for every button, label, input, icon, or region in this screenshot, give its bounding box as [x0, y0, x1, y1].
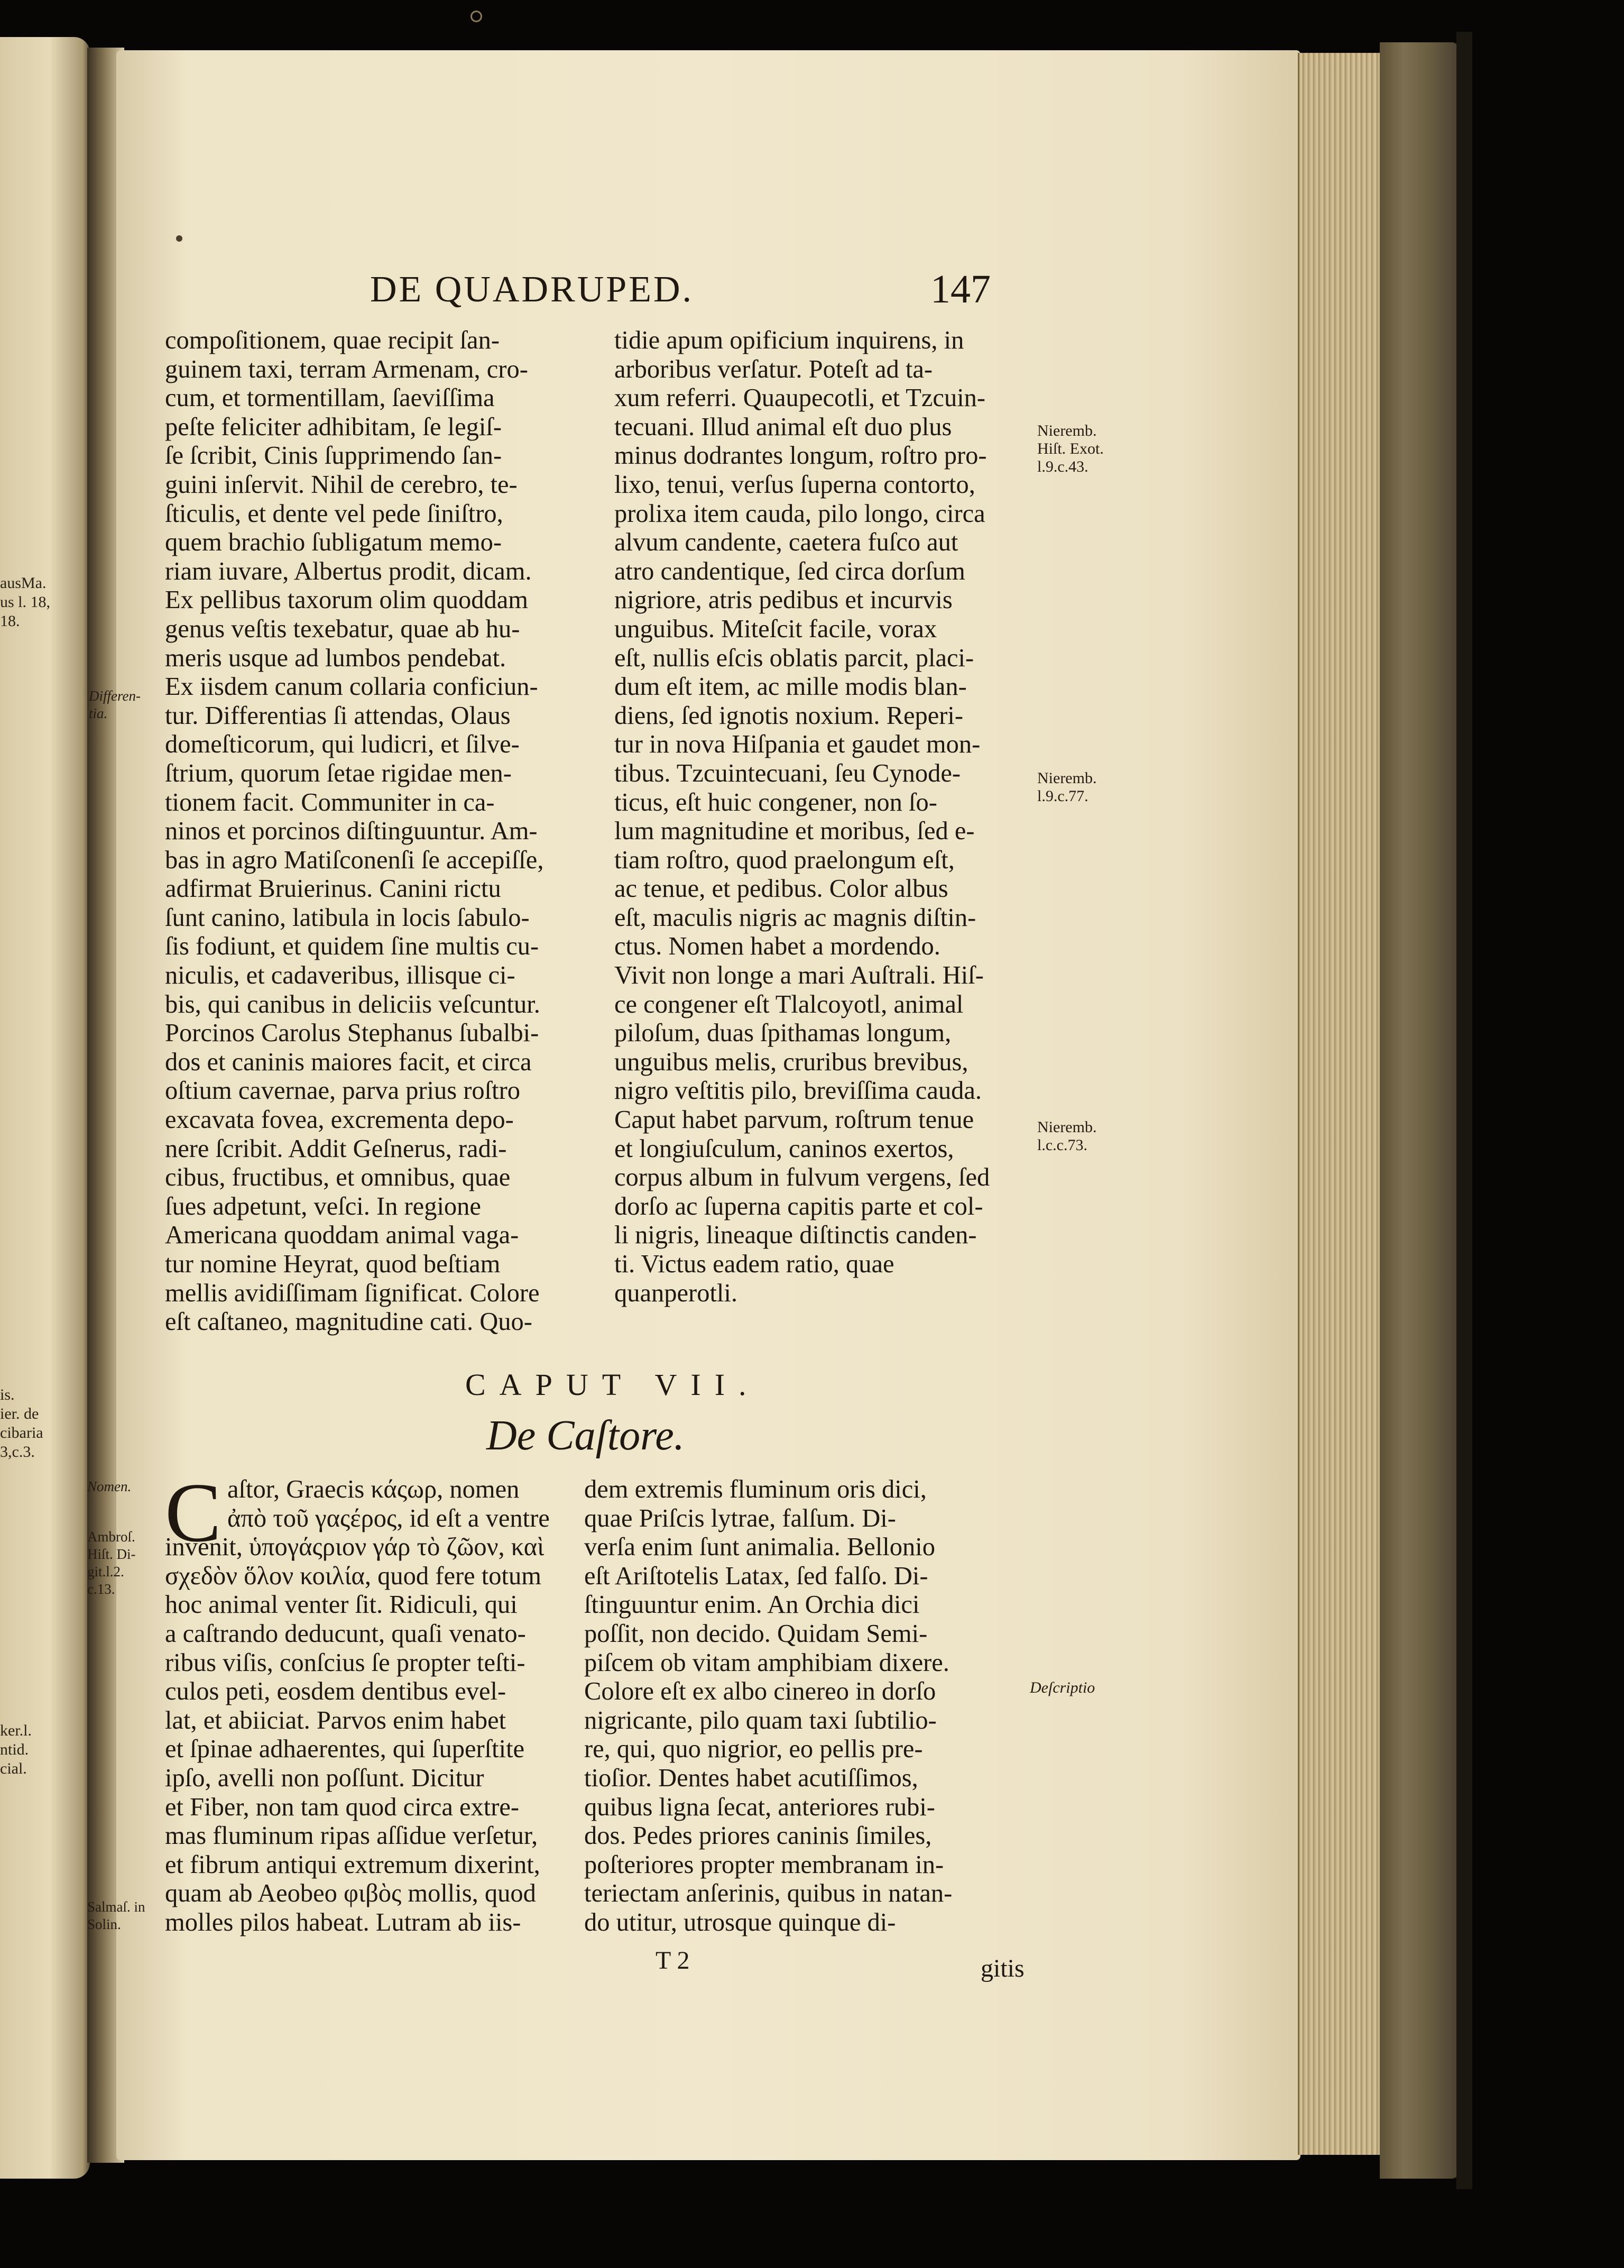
running-head: DE QUADRUPED.	[370, 269, 694, 310]
text-line: re, qui, quo nigrior, eo pellis pre-	[584, 1735, 923, 1764]
text-line: piſcem ob vitam amphibiam dixere.	[584, 1648, 949, 1677]
text-line: ſues adpetunt, veſci. In regione	[165, 1192, 481, 1220]
text-line: riam iuvare, Albertus prodit, dicam.	[165, 557, 532, 585]
text-line: tioſior. Dentes habet acutiſſimos,	[584, 1764, 918, 1792]
text-line: quibus ligna ſecat, anteriores rubi-	[584, 1793, 935, 1821]
text-line: nigro veſtitis pilo, breviſſima cauda.	[614, 1077, 982, 1105]
text-line: arboribus verſatur. Poteſt ad ta-	[614, 355, 933, 383]
text-line: nigricante, pilo quam taxi ſubtilio-	[584, 1706, 937, 1734]
book-cover	[1380, 42, 1459, 2179]
text-line: tidie apum opificium inquirens, in	[614, 326, 964, 354]
text-line: tecuani. Illud animal eſt duo plus	[614, 412, 952, 441]
text-line: prolixa item cauda, pilo longo, circa	[614, 499, 985, 528]
left-fragment-line: 3,c.3.	[0, 1443, 35, 1461]
text-line: et Fiber, non tam quod circa extre-	[165, 1793, 520, 1821]
left-fragment-line: cibaria	[0, 1424, 43, 1441]
text-column-2	[614, 326, 1032, 1308]
text-line: nigriore, atris pedibus et incurvis	[614, 586, 953, 614]
text-line: diens, ſed ignotis noxium. Reperi-	[614, 701, 964, 730]
text-line: niculis, et cadaveribus, illisque ci-	[165, 961, 515, 990]
cover-shadow	[1456, 32, 1472, 2189]
text-line: Caput habet parvum, roſtrum tenue	[614, 1106, 974, 1134]
margin-line: l.c.c.73.	[1037, 1136, 1087, 1154]
page-header	[370, 258, 1057, 316]
text-line: guinem taxi, terram Armenam, cro-	[165, 355, 528, 383]
text-column-3	[165, 1465, 583, 1938]
text-line: hoc animal venter ſit. Ridiculi, qui	[165, 1591, 518, 1619]
text-column-4	[584, 1475, 1034, 1938]
text-line: xum referri. Quaupecotli, et Tzcuin-	[614, 384, 986, 412]
margin-line: tia.	[89, 705, 108, 721]
text-line: teriectam anſerinis, quibus in natan-	[584, 1879, 953, 1908]
text-line: quanperotli.	[614, 1279, 738, 1307]
left-fragment-line: is.	[0, 1386, 15, 1403]
text-line: ac tenue, et pedibus. Color albus	[614, 875, 948, 903]
left-fragment-line: ausMa.	[0, 574, 47, 592]
text-line: invenit, ὑπογάςριον γάρ τὸ ζῶον, καὶ	[165, 1533, 545, 1562]
text-line: a caſtrando deducunt, quaſi venato-	[165, 1619, 526, 1648]
left-fragment-line: ier. de	[0, 1405, 39, 1422]
text-line: ſunt canino, latibula in locis ſabulo-	[165, 903, 530, 932]
margin-line: Nieremb.	[1037, 769, 1097, 787]
margin-line: Salmaſ. in	[87, 1899, 145, 1915]
text-line: li nigris, lineaque diſtinctis canden-	[614, 1221, 977, 1250]
margin-line: git.l.2.	[87, 1564, 124, 1580]
text-line: σχεδὸν ὅλον κοιλία, quod fere totum	[165, 1562, 541, 1590]
text-line: dorſo ac ſuperna capitis parte et col-	[614, 1192, 983, 1220]
text-line: Porcinos Carolus Stephanus ſubalbi-	[165, 1019, 539, 1048]
left-fragment-line: ker.l.	[0, 1722, 32, 1739]
text-line: bas in agro Matiſconenſi ſe accepiſſe,	[165, 846, 544, 874]
text-line: dum eſt item, ac mille modis blan-	[614, 673, 967, 701]
catchword: gitis	[981, 1954, 1025, 1982]
text-line: tur nomine Heyrat, quod beſtiam	[165, 1250, 501, 1278]
text-line: tibus. Tzcuintecuani, ſeu Cynode-	[614, 759, 961, 787]
left-page-fragment-c	[0, 1721, 32, 1778]
text-line: mas fluminum ripas aſſidue verſetur,	[165, 1822, 538, 1850]
left-page-fragment-b	[0, 1385, 43, 1462]
text-line: domeſticorum, qui ludicri, et ſilve-	[165, 730, 520, 759]
text-line: minus dodrantes longum, roſtro pro-	[614, 442, 987, 470]
left-fragment-line: cial.	[0, 1760, 27, 1777]
text-line: guini inſervit. Nihil de cerebro, te-	[165, 470, 518, 499]
text-line: unguibus melis, cruribus brevibus,	[614, 1048, 968, 1076]
text-line: lat, et abiiciat. Parvos enim habet	[165, 1706, 506, 1734]
text-line: tur in nova Hiſpania et gaudet mon-	[614, 730, 981, 759]
text-line: quam ab Aeobeo φιβὸς mollis, quod	[165, 1879, 536, 1908]
text-line: et fibrum antiqui extremum dixerint,	[165, 1850, 540, 1879]
text-line: tiam roſtro, quod praelongum eſt,	[614, 846, 955, 874]
text-line: ce congener eſt Tlalcoyotl, animal	[614, 990, 964, 1018]
text-line: ſtrium, quorum ſetae rigidae men-	[165, 759, 512, 787]
margin-line: Deſcriptio	[1030, 1679, 1095, 1696]
text-line: tionem facit. Communiter in ca-	[165, 788, 495, 816]
margin-note-ambros	[87, 1528, 136, 1598]
text-line: bis, qui canibus in deliciis veſcuntur.	[165, 990, 540, 1018]
text-line: oſtium cavernae, parva prius roſtro	[165, 1077, 521, 1105]
text-line: Ex iisdem canum collaria conficiun-	[165, 673, 538, 701]
margin-note-nieremb-2	[1037, 769, 1096, 805]
margin-line: Solin.	[87, 1916, 121, 1932]
text-line: Colore eſt ex albo cinereo in dorſo	[584, 1677, 936, 1706]
margin-note-nieremb-1	[1037, 422, 1104, 476]
page-edges	[1298, 53, 1384, 2155]
margin-note-nieremb-3	[1037, 1118, 1096, 1154]
text-line: eſt, nullis eſcis oblatis parcit, placi-	[614, 644, 974, 672]
text-line: peſte feliciter adhibitam, ſe legiſ-	[165, 412, 502, 441]
text-line: ti. Victus eadem ratio, quae	[614, 1250, 894, 1278]
text-line: adfirmat Bruierinus. Canini rictu	[165, 875, 501, 903]
text-line: poſteriores propter membranam in-	[584, 1850, 944, 1879]
text-line: cibus, fructibus, et omnibus, quae	[165, 1163, 511, 1192]
text-line: eſt caſtaneo, magnitudine cati. Quo-	[165, 1308, 532, 1336]
margin-line: Ambroſ.	[87, 1529, 135, 1545]
margin-line: l.9.c.77.	[1037, 787, 1088, 805]
left-fragment-line: us l. 18,	[0, 593, 51, 611]
text-column-1	[165, 326, 583, 1337]
text-line: compoſitionem, quae recipit ſan-	[165, 326, 500, 354]
margin-line: Differen-	[89, 688, 141, 704]
margin-line: Nomen.	[87, 1479, 132, 1494]
text-line: ninos et porcinos diſtinguuntur. Am-	[165, 817, 538, 846]
text-line: aſtor, Graecis κάςωρ, nomen	[227, 1475, 520, 1503]
text-line: poſſit, non decido. Quidam Semi-	[584, 1619, 928, 1648]
text-line: quae Priſcis lytrae, falſum. Di-	[584, 1504, 896, 1532]
text-line: ſis fodiunt, et quidem ſine multis cu-	[165, 932, 539, 961]
text-line: ticus, eſt huic congener, non ſo-	[614, 788, 937, 816]
text-line: dos et caninis maiores facit, et circa	[165, 1048, 532, 1076]
text-line: verſa enim ſunt animalia. Bellonio	[584, 1533, 936, 1562]
chapter-subtitle: De Caſtore.	[486, 1412, 685, 1459]
text-line: ἀπὸ τοῦ γαςέρος, id eſt a ventre	[227, 1504, 550, 1532]
text-line: Americana quoddam animal vaga-	[165, 1221, 519, 1250]
text-line: piloſum, duas ſpithamas longum,	[614, 1019, 952, 1048]
text-line: ribus viſis, conſcius ſe propter teſti-	[165, 1648, 525, 1677]
chapter-title: CAPUT VII.	[465, 1367, 760, 1402]
margin-line: Nieremb.	[1037, 422, 1097, 439]
text-line: ſtinguuntur enim. An Orchia dici	[584, 1591, 920, 1619]
text-line: mellis avidiſſimam ſignificat. Colore	[165, 1279, 540, 1307]
text-line: ipſo, avelli non poſſunt. Dicitur	[165, 1764, 484, 1792]
text-line: cum, et tormentillam, ſaeviſſima	[165, 384, 495, 412]
text-line: ſe ſcribit, Cinis ſupprimendo ſan-	[165, 442, 502, 470]
text-line: molles pilos habeat. Lutram ab iis-	[165, 1908, 521, 1936]
text-line: genus veſtis texebatur, quae ab hu-	[165, 614, 520, 643]
text-line: lixo, tenui, verſus ſuperna contorto,	[614, 470, 975, 499]
text-line: unguibus. Miteſcit facile, vorax	[614, 614, 937, 643]
text-line: eſt, maculis nigris ac magnis diſtin-	[614, 903, 976, 932]
text-line: tur. Differentias ſi attendas, Olaus	[165, 701, 511, 730]
text-line: et ſpinae adhaerentes, qui ſuperſtite	[165, 1735, 525, 1764]
margin-note-descriptio	[1030, 1679, 1095, 1697]
left-page-edge	[0, 37, 90, 2179]
left-fragment-line: 18.	[0, 612, 20, 630]
text-line: quem brachio ſubligatum memo-	[165, 528, 502, 557]
margin-line: l.9.c.43.	[1037, 458, 1088, 475]
text-line: ſticulis, et dente vel pede ſiniſtro,	[165, 499, 503, 528]
margin-line: Hiſt. Di-	[87, 1546, 136, 1562]
text-line: corpus album in fulvum vergens, ſed	[614, 1163, 990, 1192]
text-line: nere ſcribit. Addit Geſnerus, radi-	[165, 1134, 507, 1163]
margin-note-salmas	[87, 1898, 145, 1933]
page-hole	[470, 11, 482, 22]
margin-line: Hiſt. Exot.	[1037, 440, 1104, 457]
page-number: 147	[930, 267, 991, 311]
text-line: atro candentique, ſed circa dorſum	[614, 557, 965, 585]
text-line: ctus. Nomen habet a mordendo.	[614, 932, 940, 961]
ink-speck	[176, 235, 182, 242]
margin-note-nomen	[87, 1478, 131, 1495]
text-line: do utitur, utrosque quinque di-	[584, 1908, 896, 1936]
text-line: et longiuſculum, caninos exertos,	[614, 1134, 954, 1163]
drop-cap: C	[165, 1465, 222, 1559]
signature-mark: T 2	[656, 1946, 690, 1975]
margin-line: Nieremb.	[1037, 1118, 1097, 1136]
text-line: dem extremis fluminum oris dici,	[584, 1475, 927, 1503]
text-line: dos. Pedes priores caninis ſimiles,	[584, 1822, 932, 1850]
left-fragment-line: ntid.	[0, 1741, 29, 1758]
left-page-fragment-a	[0, 574, 50, 631]
text-line: lum magnitudine et moribus, ſed e-	[614, 817, 975, 846]
text-line: culos peti, eosdem dentibus evel-	[165, 1677, 506, 1706]
margin-note-differentia	[89, 687, 141, 722]
text-line: Vivit non longe a mari Auſtrali. Hiſ-	[614, 961, 984, 990]
text-line: eſt Ariſtotelis Latax, ſed falſo. Di-	[584, 1562, 928, 1590]
text-line: meris usque ad lumbos pendebat.	[165, 644, 506, 672]
text-line: alvum candente, caetera fuſco aut	[614, 528, 958, 557]
margin-line: c.13.	[87, 1581, 115, 1597]
text-line: excavata fovea, excrementa depo-	[165, 1106, 514, 1134]
text-line: Ex pellibus taxorum olim quoddam	[165, 586, 529, 614]
